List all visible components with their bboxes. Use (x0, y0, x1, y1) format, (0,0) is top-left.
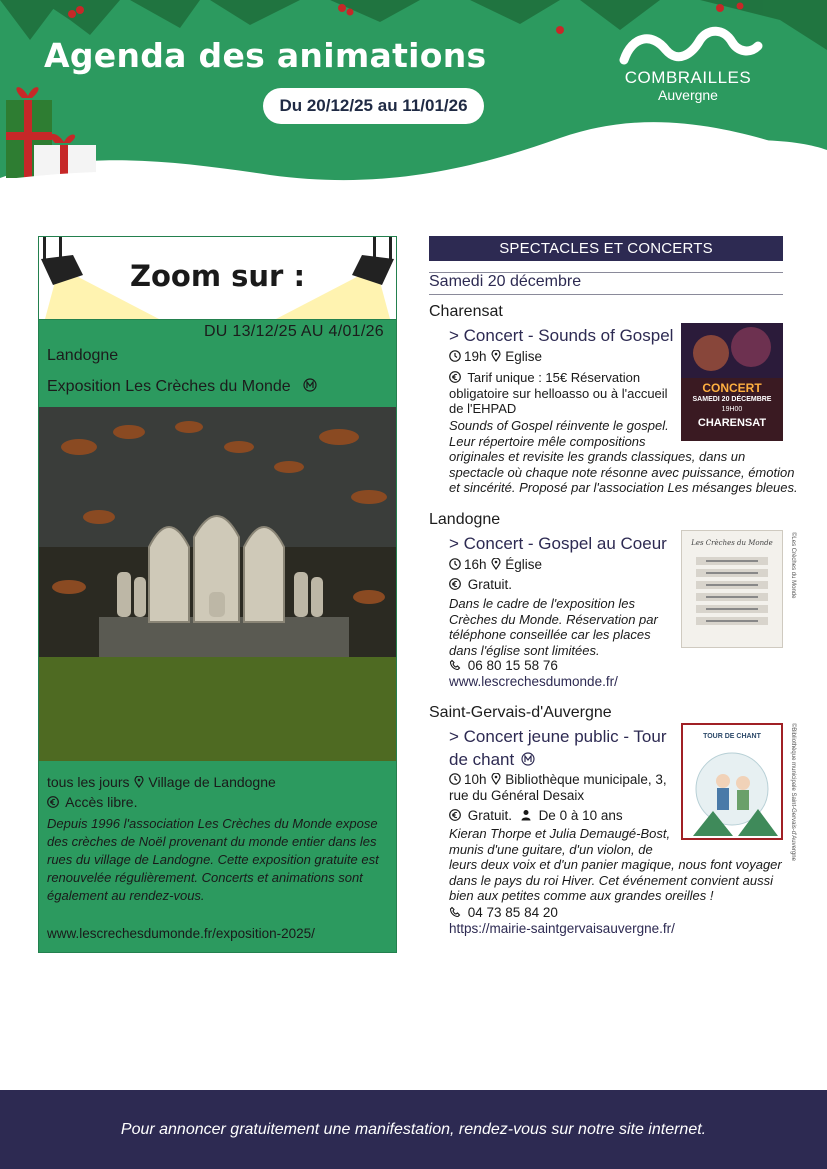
zoom-website-link[interactable]: www.lescrechesdumonde.fr/exposition-2025/ (47, 926, 315, 941)
poster-word: Les Crèches du Monde (691, 539, 773, 547)
location-pin-icon (490, 558, 502, 570)
event-title-continued[interactable] (449, 750, 538, 770)
event-desc-line: leurs deux voix et d'un panier magique, nous font voyager (449, 857, 782, 872)
photo-credit: ©Bibliothèque municipale Saint-Gervais-d'Auvergne (790, 723, 796, 861)
event-audience: De 0 à 10 ans (538, 808, 623, 823)
event-desc-line: munis d'une guitare, d'un violon, de (449, 841, 653, 857)
accessibility-icon (303, 378, 317, 392)
event-title[interactable]: > Concert - Gospel au Coeur (449, 534, 667, 553)
event-title[interactable]: > Concert jeune public - Tour (449, 727, 667, 746)
poster-word: TOUR DE CHANT (703, 733, 761, 740)
zoom-header (39, 237, 396, 320)
event-price (449, 808, 623, 823)
poster-hour: 19H00 (721, 406, 743, 413)
brand-logo (608, 24, 768, 114)
photo-credit: ©Les Crèches du Monde (790, 532, 796, 599)
event-website-link[interactable]: www.lescrechesdumonde.fr/ (449, 674, 618, 689)
event-time: 10h (464, 772, 487, 787)
event-price-text: Gratuit. (467, 577, 513, 592)
zoom-schedule (47, 774, 276, 790)
event-time-place (449, 349, 542, 364)
event-place: Bibliothèque municipale, 3, (505, 772, 667, 787)
nativity-photo (39, 407, 396, 761)
euro-icon (449, 809, 461, 821)
phone-icon (449, 906, 461, 918)
zoom-price-row (47, 794, 137, 810)
event-poster-landogne (681, 530, 783, 648)
event-desc-line: Dans le cadre de l'exposition les (449, 596, 636, 611)
event-price-text: Gratuit. (467, 808, 513, 823)
clock-icon (449, 350, 461, 362)
event-price-line: obligatoire sur helloasso ou à l'accueil (449, 385, 668, 401)
date-range-badge: Du 20/12/25 au 11/01/26 (263, 88, 484, 124)
footer-banner (0, 1090, 827, 1169)
accessibility-icon (521, 752, 535, 766)
zoom-period: DU 13/12/25 AU 4/01/26 (203, 323, 384, 340)
poster-word: CONCERT (702, 381, 762, 395)
event-town: Landogne (429, 511, 501, 528)
event-phone[interactable]: 04 73 85 84 20 (467, 905, 558, 920)
event-desc-line: dans l'église sont limitées. (449, 642, 600, 658)
location-pin-icon (490, 773, 502, 785)
zoom-price: Accès libre. (65, 794, 138, 810)
event-title[interactable]: > Concert - Sounds of Gospel (449, 326, 674, 345)
event-price (449, 370, 668, 417)
event-phone[interactable]: 06 80 15 58 76 (467, 658, 558, 673)
zoom-exhibition-label: Exposition Les Crèches du Monde (47, 378, 291, 395)
brand-region: Auvergne (658, 87, 718, 103)
location-pin-icon (490, 350, 502, 362)
section-header: SPECTACLES ET CONCERTS (429, 236, 783, 261)
event-place: Église (505, 557, 543, 572)
location-pin-icon (133, 776, 145, 788)
event-desc-line: Sounds of Gospel réinvente le gospel. (449, 418, 669, 433)
event-description (449, 596, 658, 658)
page-title: Agenda des animations (44, 36, 487, 75)
event-title-line[interactable]: de chant (449, 750, 515, 769)
event-poster-saint-gervais (681, 723, 783, 840)
day-heading: Samedi 20 décembre (429, 272, 783, 295)
event-time: 16h (464, 557, 487, 572)
zoom-place: Landogne (47, 347, 119, 364)
euro-icon (47, 796, 59, 808)
person-icon (520, 809, 532, 821)
event-town: Charensat (429, 303, 503, 320)
event-desc-line: originales et revisite les grands classiques, dans un (449, 449, 746, 464)
footer-text[interactable]: Pour annoncer gratuitement une manifestation, rendez-vous sur notre site internet. (120, 1121, 707, 1138)
event-poster-charensat (681, 323, 783, 441)
event-place: Eglise (505, 349, 543, 364)
event-place-line: rue du Général Desaix (449, 787, 585, 803)
zoom-where: Village de Landogne (148, 774, 276, 790)
event-desc-line: spectacle où chaque note résonne avec puissance, émotion (449, 464, 795, 480)
event-price-line: de l'EHPAD (449, 401, 517, 416)
event-phone-row (449, 658, 558, 673)
event-desc-line: bien aux petites comme aux grandes oreilles ! (449, 888, 714, 903)
event-website-link[interactable]: https://mairie-saintgervaisauvergne.fr/ (449, 921, 675, 936)
phone-icon (449, 659, 461, 671)
event-time: 19h (464, 349, 487, 364)
event-phone-row (449, 905, 558, 920)
zoom-exhibition-title (47, 378, 320, 396)
event-time-place (449, 557, 542, 572)
event-town: Saint-Gervais-d'Auvergne (429, 704, 612, 721)
event-price-line (449, 370, 668, 386)
zoom-description: Depuis 1996 l'association Les Crèches du Monde expose des crèches de Noël provenant du monde entier dans les rues du village de Landogne. Cette exposition gratuite est renouvelée régulièrement. Concerts et animations sont également au rendez-vous. (47, 816, 379, 903)
event-desc-line: téléphone conseillée car les places (449, 627, 651, 642)
brand-name: COMBRAILLES (624, 68, 752, 87)
event-desc-line: dans le pays du roi Hiver. Cet événement convient aussi (449, 872, 773, 888)
event-time-place (449, 772, 667, 803)
event-desc-line: Crèches du Monde. Réservation par (449, 611, 658, 627)
zoom-heading: Zoom sur : (129, 259, 306, 293)
header-banner (0, 0, 827, 200)
event-desc-line: Kieran Thorpe et Julia Demaugé-Bost, (449, 826, 671, 841)
euro-icon (449, 578, 461, 590)
event-time-place-line (449, 772, 667, 788)
clock-icon (449, 773, 461, 785)
poster-date: SAMEDI 20 DÉCEMBRE (692, 396, 772, 403)
event-price-text: Tarif unique : 15€ Réservation (467, 370, 641, 385)
event-desc-line: et sincérité. Proposé par l'association Les mésanges bleues. (449, 480, 798, 495)
zoom-feature-box (38, 236, 397, 953)
event-price (449, 577, 512, 592)
poster-venue: CHARENSAT (697, 417, 767, 429)
zoom-when: tous les jours (47, 774, 130, 790)
clock-icon (449, 558, 461, 570)
brand-wave-icon (608, 24, 768, 70)
event-desc-line: Leur répertoire mêle compositions (449, 433, 646, 449)
euro-icon (449, 371, 461, 383)
